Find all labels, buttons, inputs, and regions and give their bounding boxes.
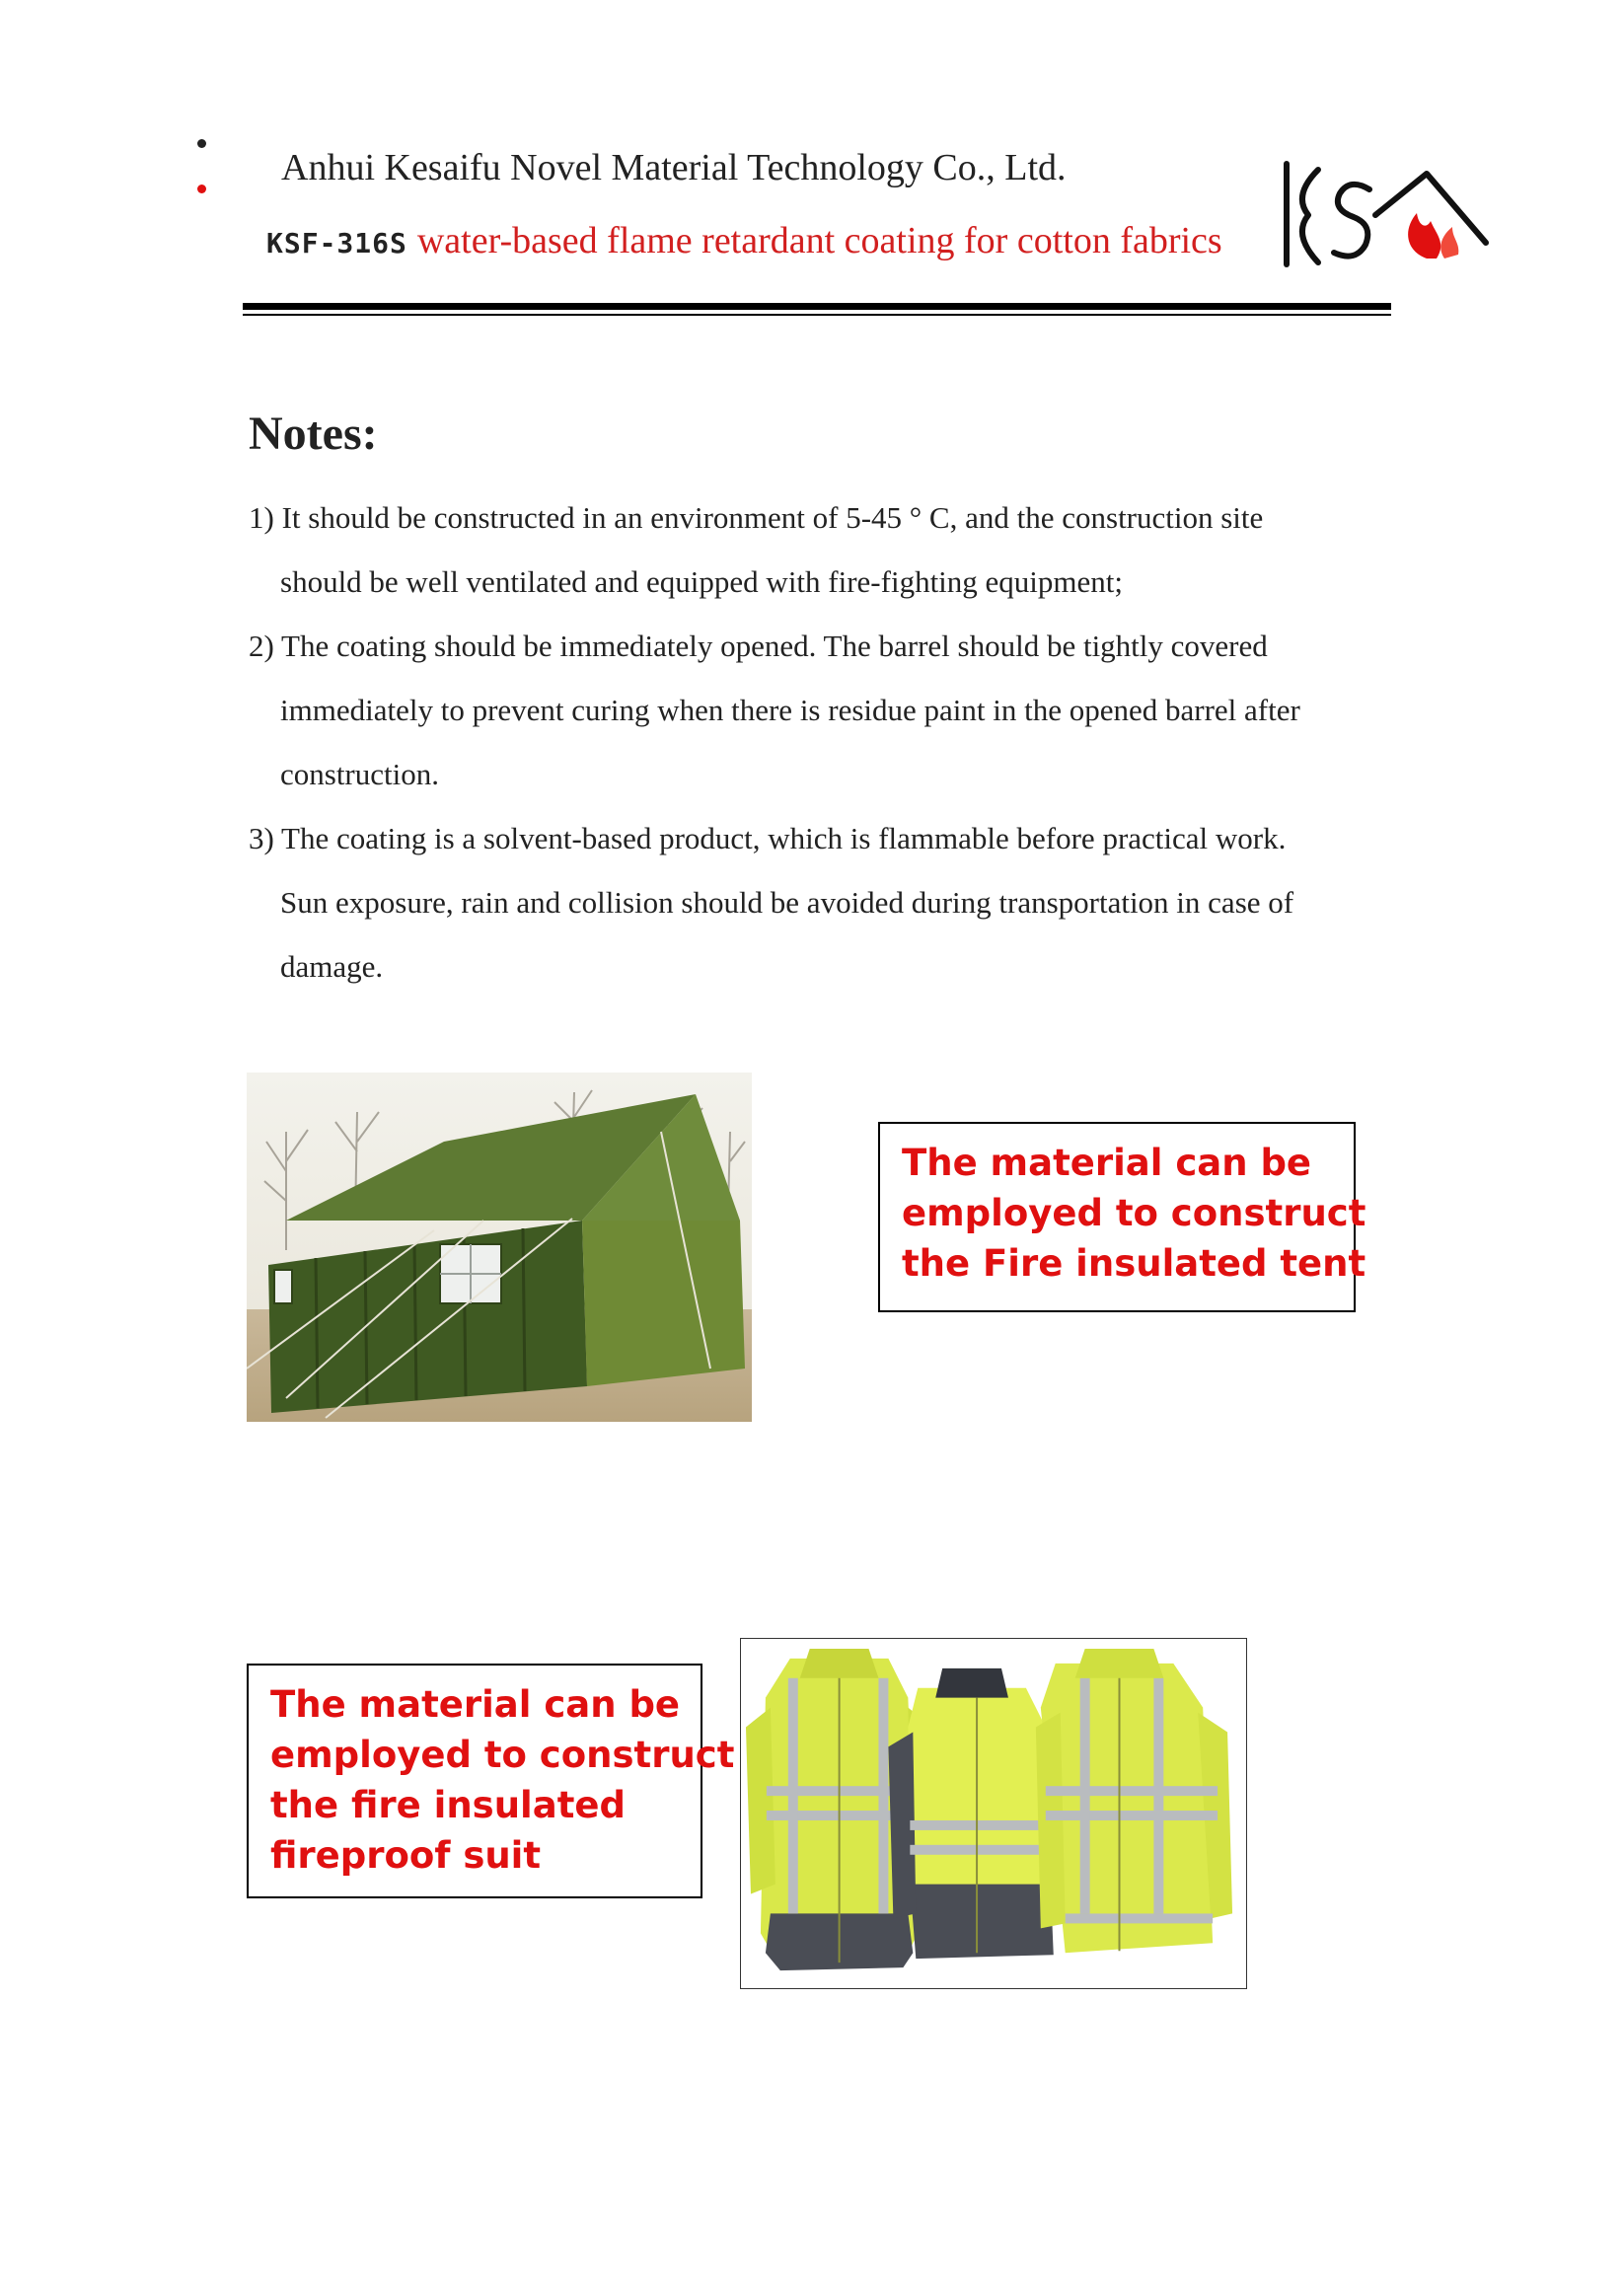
note-line: should be well ventilated and equipped with fire-fighting equipment; (280, 564, 1124, 599)
note-line: Sun exposure, rain and collision should be avoided during transportation in case of (280, 885, 1294, 920)
product-title-line (266, 219, 1222, 262)
notes-heading: Notes: (249, 407, 378, 460)
suit-caption-box (247, 1664, 735, 1898)
caption-line: the Fire insulated tent (902, 1242, 1366, 1285)
note-line: 1) It should be constructed in an environment of 5-45 ° C, and the construction site (249, 500, 1264, 535)
bullet-dot-black (197, 139, 206, 148)
caption-line: The material can be (902, 1142, 1312, 1184)
note-item-1 (249, 485, 1403, 614)
caption-line: the fire insulated (270, 1784, 626, 1826)
note-line: construction. (280, 757, 439, 791)
header-divider-thick (243, 303, 1391, 310)
note-line: damage. (280, 949, 384, 984)
note-line: 3) The coating is a solvent-based product, which is flammable before practical work. (249, 821, 1287, 855)
note-line: immediately to prevent curing when there is residue paint in the opened barrel after (280, 693, 1300, 727)
caption-line: employed to construct (270, 1734, 735, 1776)
company-name: Anhui Kesaifu Novel Material Technology Co., Ltd. (281, 147, 1067, 188)
note-item-3 (249, 806, 1403, 999)
note-item-2 (249, 614, 1403, 806)
note-line: 2) The coating should be immediately opened. The barrel should be tightly covered (249, 629, 1268, 663)
fireproof-jackets-photo (740, 1638, 1247, 1989)
notes-list (249, 485, 1403, 999)
caption-line: fireproof suit (270, 1834, 542, 1877)
caption-line: employed to construct (902, 1192, 1366, 1234)
tent-photo (247, 1073, 752, 1422)
product-code: KSF-316S (266, 227, 407, 259)
product-title: water-based flame retardant coating for cotton fabrics (416, 220, 1222, 261)
header-divider-thin (243, 314, 1391, 316)
tent-caption-box (878, 1122, 1366, 1312)
bullet-dot-red (197, 185, 206, 193)
caption-line: The material can be (270, 1683, 681, 1726)
company-logo (1279, 156, 1496, 274)
